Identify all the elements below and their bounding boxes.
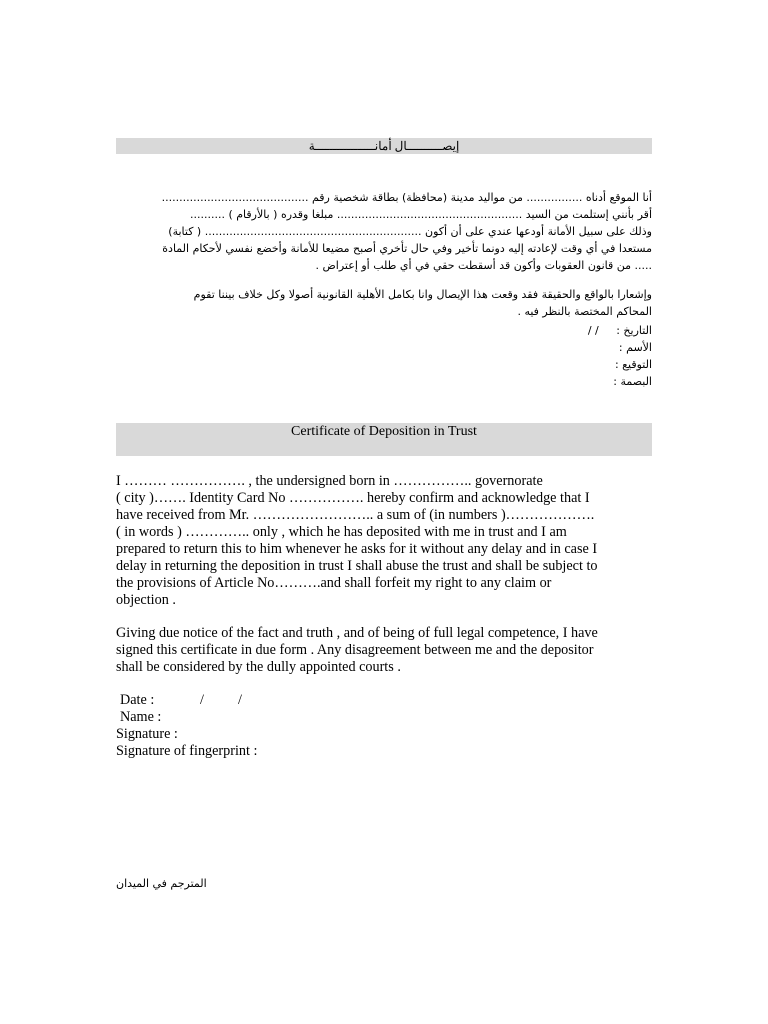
arabic-title-bar xyxy=(116,138,652,154)
english-line: prepared to return this to him whenever he asks for it without any delay and in case I xyxy=(116,541,598,557)
english-date-slash: / xyxy=(238,692,242,708)
english-paragraph-1 xyxy=(116,473,656,609)
english-line: Giving due notice of the fact and truth , and of being of full legal competence, I have xyxy=(116,625,598,641)
arabic-line: وإشعارا بالواقع والحقيقة فقد وقعت هذا الإيصال وانا بكامل الأهلية القانونية أصولا وكل خلاف بيننا تقوم xyxy=(193,288,652,301)
english-line: have received from Mr. …………………….. a sum of (in numbers )………………. xyxy=(116,507,595,523)
arabic-date-label: التاريخ : xyxy=(616,324,652,337)
arabic-signature-block xyxy=(116,322,652,390)
english-name-label: Name : xyxy=(120,709,162,725)
english-date-line xyxy=(116,692,656,709)
arabic-name-label: الأسم : xyxy=(618,341,652,354)
arabic-line: أنا الموقع أدناه ................ من مواليد مدينة (محافظة) بطاقة شخصية رقم .......................................... xyxy=(161,191,652,204)
english-line: the provisions of Article No……….and shall forfeit my right to any claim or xyxy=(116,575,552,591)
english-title: Certificate of Deposition in Trust xyxy=(291,424,477,439)
english-signature-label: Signature : xyxy=(116,726,178,742)
arabic-fingerprint-label: البصمة : xyxy=(613,375,652,388)
english-line: delay in returning the deposition in trust I shall abuse the trust and shall be subject to xyxy=(116,558,598,574)
arabic-paragraph-1 xyxy=(116,189,652,274)
english-line: shall be considered by the dully appointed courts . xyxy=(116,659,401,675)
arabic-title: إيصــــــــــال أمانـــــــــــــــــة xyxy=(308,139,460,153)
english-line: ( in words ) ………….. only , which he has deposited with me in trust and I am xyxy=(116,524,567,540)
english-date-label: Date : xyxy=(120,692,155,708)
english-date-slash: / xyxy=(200,692,204,708)
arabic-line: ..... من قانون العقوبات وأكون قد أسقطت حقي في أي طلب أو إعتراض . xyxy=(315,259,652,272)
english-paragraph-2 xyxy=(116,625,656,676)
arabic-line: مستعدا في أي وقت لإعادته إليه دونما تأخير وفي حال تأخري أصبح مضيعا للأمانة وأخضع نفسي لأحكام المادة xyxy=(162,242,652,255)
translator-footer: المترجم في الميدان xyxy=(116,877,207,890)
english-line: ( city )……. Identity Card No ……………. hereby confirm and acknowledge that I xyxy=(116,490,590,506)
english-fingerprint-label: Signature of fingerprint : xyxy=(116,743,258,759)
english-line: signed this certificate in due form . Any disagreement between me and the depositor xyxy=(116,642,594,658)
arabic-date-slashes: / / xyxy=(587,324,599,337)
arabic-line: المحاكم المختصة بالنظر فيه . xyxy=(517,305,652,318)
english-line: I ……… ……………. , the undersigned born in …………….. governorate xyxy=(116,473,543,489)
english-line: objection . xyxy=(116,592,176,608)
english-title-bar xyxy=(116,423,652,456)
arabic-signature-label: التوقيع : xyxy=(614,358,652,371)
arabic-date-line xyxy=(116,322,652,339)
arabic-line: أقر بأنني إستلمت من السيد ..................................................... مبلغا وقدره ( بالأرقام ) .......... xyxy=(190,208,652,221)
arabic-line: وذلك على سبيل الأمانة أودعها عندي على أن أكون .............................................................. ( كتابة) xyxy=(168,225,652,238)
english-signature-block xyxy=(116,692,656,760)
arabic-paragraph-2 xyxy=(116,286,652,320)
